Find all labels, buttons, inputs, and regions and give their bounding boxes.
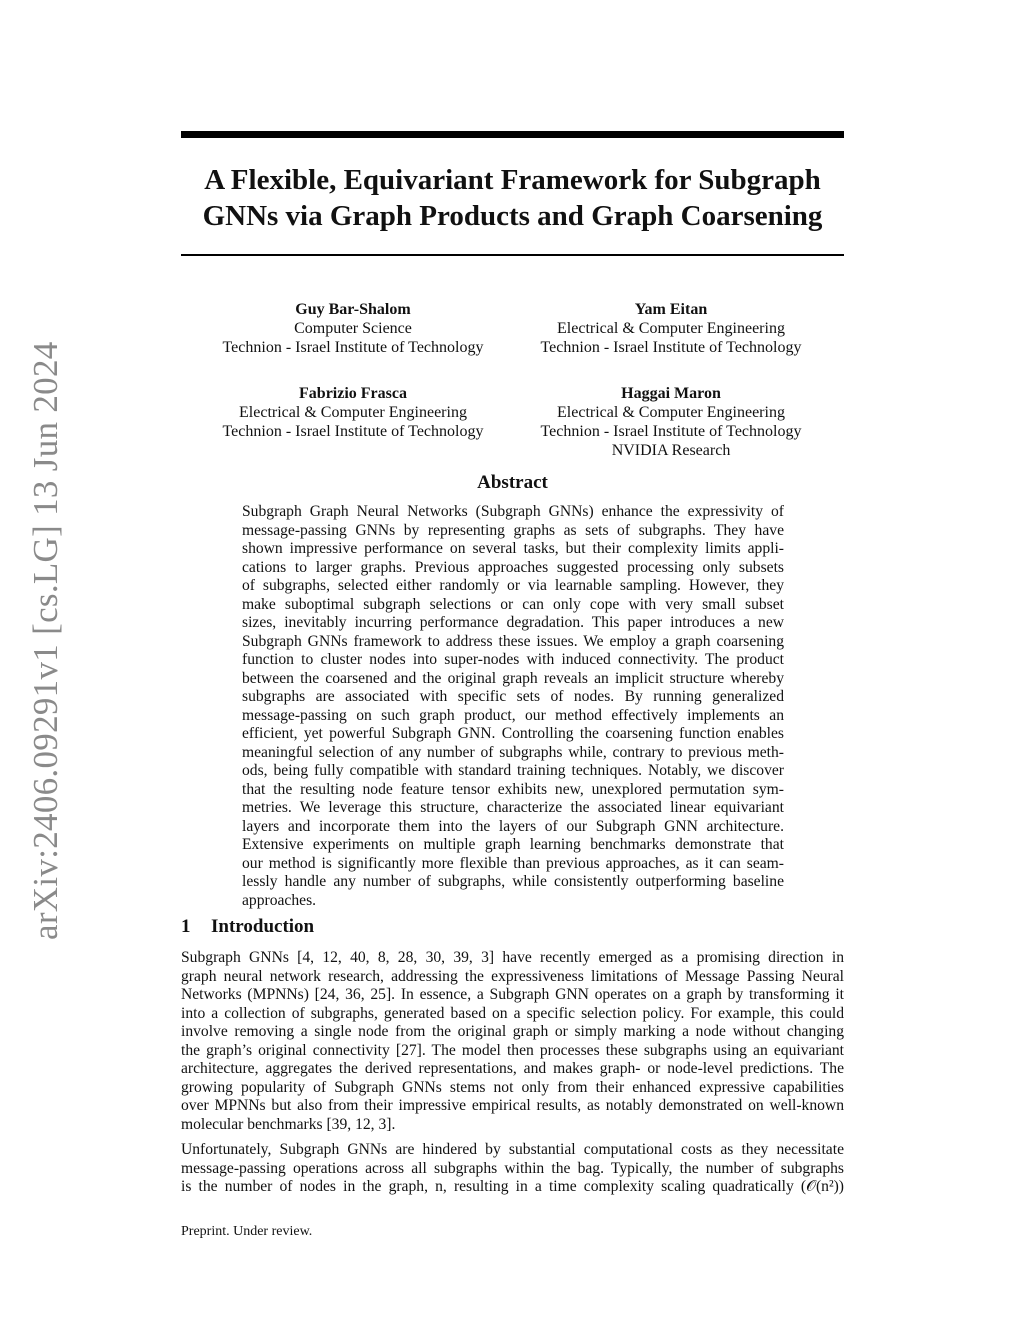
abstract-line: subgraphs are associated with specific sets of nodes. By running generalized xyxy=(242,688,784,705)
author-department: Electrical & Computer Engineering xyxy=(557,404,785,421)
section-number: 1 xyxy=(181,916,191,937)
body-line: into a collection of subgraphs, generated based on a specific selection policy. For example, this could xyxy=(181,1004,844,1022)
abstract-line: Subgraph GNNs framework to address these issues. We employ a graph coarsening xyxy=(242,632,784,650)
body-line: Subgraph GNNs [4, 12, 40, 8, 28, 30, 39, 3] have recently emerged as a promising direction in xyxy=(181,949,844,966)
abstract-line: approaches. xyxy=(242,891,317,909)
author-department: Electrical & Computer Engineering xyxy=(239,404,467,421)
author-institution: Technion - Israel Institute of Technology xyxy=(540,339,802,356)
intro-paragraph xyxy=(181,1141,844,1197)
body-line: involve removing a single node from the original graph or simply marking a node without changing xyxy=(181,1023,844,1040)
title-rule-top xyxy=(181,131,844,138)
author-block xyxy=(188,384,518,441)
intro-paragraph xyxy=(181,949,844,1134)
body-line: molecular benchmarks [39, 12, 3]. xyxy=(181,1115,396,1133)
author-institution: Technion - Israel Institute of Technology xyxy=(540,423,802,440)
author-block xyxy=(188,300,518,357)
title-line: A Flexible, Equivariant Framework for Subgraph xyxy=(204,164,821,196)
author-institution: Technion - Israel Institute of Technology xyxy=(222,339,484,356)
abstract-line: that the resulting node feature tensor exhibits new, unexplored permutation sym- xyxy=(242,780,784,798)
abstract-line: metries. We leverage this structure, characterize the associated linear equivariant xyxy=(242,799,784,816)
abstract-line: function to cluster nodes into super-nodes with induced connectivity. The product xyxy=(242,651,784,668)
paper-title xyxy=(181,162,844,234)
body-line: is the number of nodes in the graph, n, resulting in a time complexity scaling quadratically (𝒪(n²)) xyxy=(181,1178,844,1195)
abstract-heading: Abstract xyxy=(477,472,548,493)
abstract-line: lessly handle any number of subgraphs, while consistently outperforming baseline xyxy=(242,873,784,890)
author-department: Computer Science xyxy=(294,320,412,337)
section-heading xyxy=(181,916,314,938)
title-line: GNNs via Graph Products and Graph Coarsening xyxy=(202,200,823,232)
author-affiliation-extra: NVIDIA Research xyxy=(611,442,731,459)
abstract-line: meaningful selection of any number of subgraphs while, contrary to previous meth- xyxy=(242,743,784,761)
body-line: Unfortunately, Subgraph GNNs are hindered by substantial computational costs as they necessitate xyxy=(181,1141,844,1158)
abstract-body xyxy=(242,503,784,910)
author-name: Yam Eitan xyxy=(634,301,708,318)
abstract-line: between the coarsened and the original graph reveals an implicit structure whereby xyxy=(242,669,784,687)
abstract-line: message-passing on such graph product, our method effectively implements an xyxy=(242,706,784,724)
body-line: over MPNNs but also from their impressive empirical results, as notably demonstrated on well-known xyxy=(181,1097,844,1114)
body-line: growing popularity of Subgraph GNNs stems not only from their enhanced expressive capabilities xyxy=(181,1078,844,1096)
body-line: the graph’s original connectivity [27]. The model then processes these subgraphs using an equivariant xyxy=(181,1041,844,1059)
abstract-line: our method is significantly more flexible than previous approaches, as it can seam- xyxy=(242,854,784,872)
author-institution: Technion - Israel Institute of Technology xyxy=(222,423,484,440)
section-title: Introduction xyxy=(211,916,315,937)
author-block xyxy=(506,384,836,460)
abstract-line: Extensive experiments on multiple graph learning benchmarks demonstrate that xyxy=(242,836,784,853)
body-line: Networks (MPNNs) [24, 36, 25]. In essence, a Subgraph GNN operates on a graph by transforming it xyxy=(181,986,844,1003)
abstract-line: of subgraphs, selected either randomly or via learnable sampling. However, they xyxy=(242,577,784,594)
title-rule-bottom xyxy=(181,254,844,256)
abstract-line: message-passing GNNs by representing graphs as sets of subgraphs. They have xyxy=(242,521,784,539)
abstract-line: make suboptimal subgraph selections or can only cope with very small subset xyxy=(242,595,784,613)
author-name: Haggai Maron xyxy=(621,385,721,402)
abstract-line: cations to larger graphs. Previous approaches suggested processing only subsets xyxy=(242,558,784,576)
author-block xyxy=(506,300,836,357)
footer-note: Preprint. Under review. xyxy=(181,1224,313,1239)
author-name: Guy Bar-Shalom xyxy=(295,301,411,318)
body-line: message-passing operations across all subgraphs within the bag. Typically, the number of subgraphs xyxy=(181,1159,844,1177)
abstract-line: Subgraph Graph Neural Networks (Subgraph GNNs) enhance the expressivity of xyxy=(242,503,784,520)
abstract-line: efficient, yet powerful Subgraph GNN. Controlling the coarsening function enables xyxy=(242,725,784,742)
abstract-line: layers and incorporate them into the layers of our Subgraph GNN architecture. xyxy=(242,817,784,835)
abstract-line: ods, being fully compatible with standard training techniques. Notably, we discover xyxy=(242,762,784,779)
body-line: architecture, aggregates the derived representations, and makes graph- or node-level predictions. The xyxy=(181,1060,844,1077)
abstract-line: shown impressive performance on several tasks, but their complexity limits appli- xyxy=(242,540,784,557)
author-name: Fabrizio Frasca xyxy=(299,385,407,402)
arxiv-identifier: arXiv:2406.09291v1 [cs.LG] 13 Jun 2024 xyxy=(26,341,65,940)
body-line: graph neural network research, addressing the expressiveness limitations of Message Passing Neural xyxy=(181,967,844,985)
author-department: Electrical & Computer Engineering xyxy=(557,320,785,337)
abstract-line: sizes, inevitably incurring performance degradation. This paper introduces a new xyxy=(242,614,784,631)
